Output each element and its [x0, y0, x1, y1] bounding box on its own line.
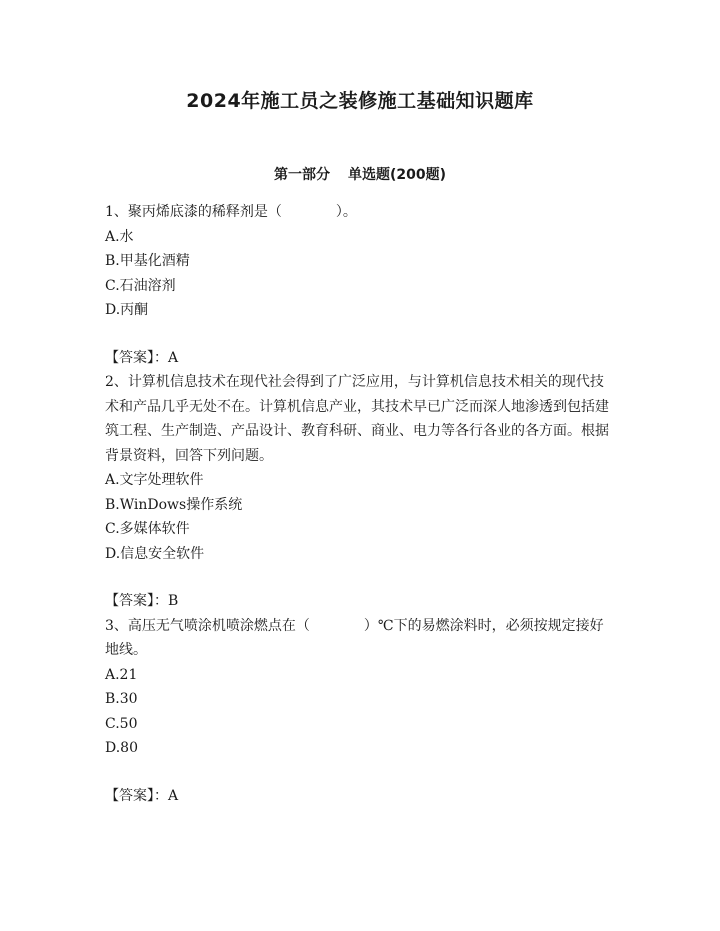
answer-line: 【答案】：B: [105, 593, 179, 609]
section-heading: [0, 164, 720, 184]
option-c: C.50: [105, 715, 138, 732]
option-b: B.30: [105, 691, 138, 707]
option-a: A.21: [105, 666, 138, 683]
question-2: [105, 370, 615, 614]
document-title: 2024年施工员之装修施工基础知识题库: [186, 90, 534, 112]
option-c: C.石油溶剂: [105, 277, 176, 294]
option-a: A.文字处理软件: [105, 472, 204, 488]
option-d: D.80: [105, 740, 138, 756]
option-d: D.信息安全软件: [105, 545, 205, 562]
option-a: A.水: [105, 228, 134, 245]
question-stem: 1、聚丙烯底漆的稀释剂是（ ）。: [105, 204, 357, 220]
question-stem: 2、计算机信息技术在现代社会得到了广泛应用，与计算机信息技术相关的现代技术和产品几乎无处不在。计算机信息产业，其技术早已广泛而深人地渗透到包括建筑工程、生产制造、产品设计、教育科研、商业、电力等各行各业的各方面。根据背景资料，回答下列问题。: [105, 374, 609, 464]
answer-value: A: [168, 787, 179, 804]
option-b: B.WinDows操作系统: [105, 496, 243, 513]
question-list: [105, 200, 615, 808]
section-name: 单选题(200题): [347, 167, 447, 183]
answer-line: 【答案】：A: [105, 787, 179, 804]
option-d: D.丙酮: [105, 302, 149, 318]
question-stem: 3、高压无气喷涂机喷涂燃点在（ ）℃下的易燃涂料时，必须按规定接好地线。: [105, 617, 604, 658]
answer-line: 【答案】：A: [105, 349, 179, 366]
option-c: C.多媒体软件: [105, 521, 190, 537]
answer-value: B: [168, 593, 179, 609]
question-3: [105, 614, 615, 809]
section-part: 第一部分: [273, 167, 330, 183]
option-b: B.甲基化酒精: [105, 253, 190, 269]
question-1: [105, 200, 615, 370]
answer-value: A: [168, 349, 179, 366]
